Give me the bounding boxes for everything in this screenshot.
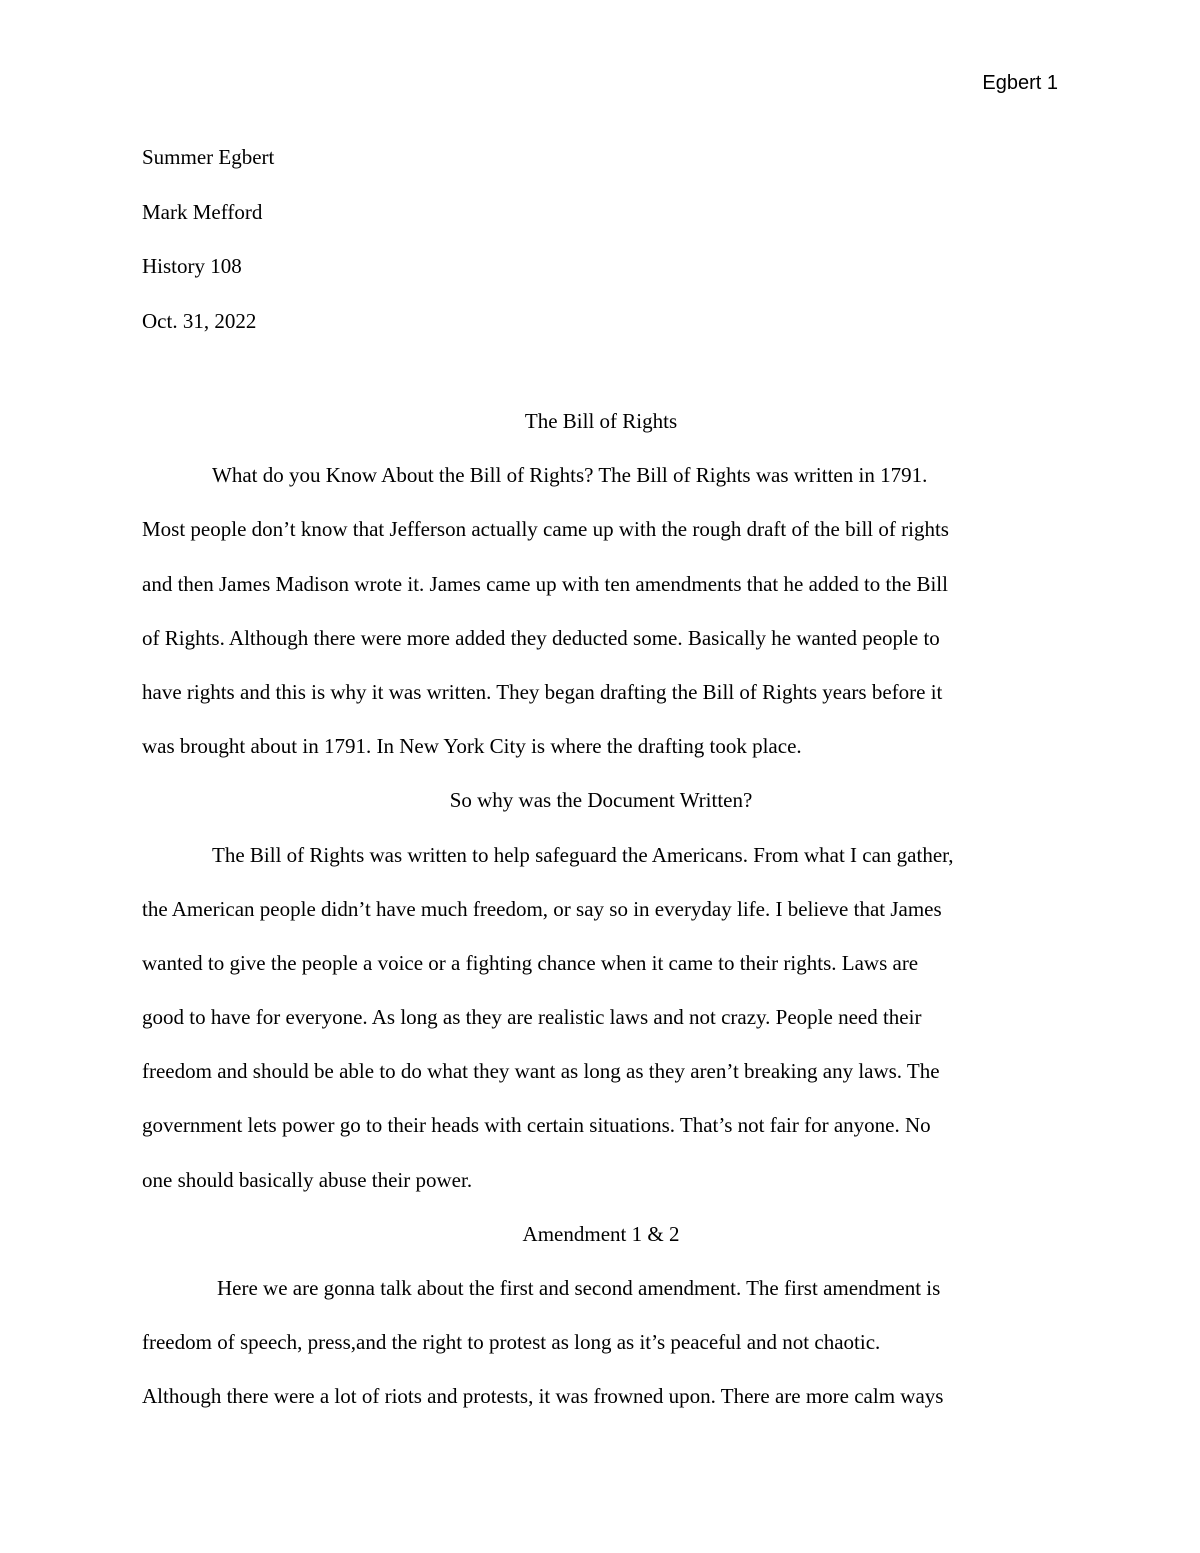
paragraph-line: Although there were a lot of riots and protests, it was frowned upon. There are more calm ways: [142, 1384, 944, 1409]
paragraph-line: was brought about in 1791. In New York City is where the drafting took place.: [142, 734, 802, 759]
paragraph-line: have rights and this is why it was written. They began drafting the Bill of Rights years before it: [142, 679, 943, 704]
instructor-name: Mark Mefford: [142, 199, 263, 224]
paragraph-line: of Rights. Although there were more added they deducted some. Basically he wanted people to: [142, 625, 940, 650]
running-head: Egbert 1: [982, 72, 1058, 94]
paragraph-line: one should basically abuse their power.: [142, 1167, 473, 1192]
course-name: History 108: [142, 254, 242, 278]
paragraph-line: Here we are gonna talk about the first and second amendment. The first amendment is: [217, 1276, 941, 1300]
paper-date: Oct. 31, 2022: [142, 308, 257, 333]
paper-title: The Bill of Rights: [524, 409, 678, 433]
section-heading: So why was the Document Written?: [449, 788, 753, 813]
student-name: Summer Egbert: [142, 145, 275, 169]
paragraph-line: What do you Know About the Bill of Rights? The Bill of Rights was written in 1791.: [212, 463, 928, 488]
paragraph-line: freedom and should be able to do what they want as long as they aren’t breaking any laws. The: [142, 1059, 940, 1084]
mla-heading: [142, 142, 274, 360]
paragraph-line: the American people didn’t have much freedom, or say so in everyday life. I believe that James: [142, 896, 942, 921]
paragraph-line: good to have for everyone. As long as they are realistic laws and not crazy. People need their: [142, 1005, 922, 1030]
paper-body: [142, 406, 1060, 1436]
section-heading: Amendment 1 & 2: [522, 1221, 680, 1246]
paragraph-line: Most people don’t know that Jefferson actually came up with the rough draft of the bill of rights: [142, 517, 949, 542]
paragraph-line: and then James Madison wrote it. James came up with ten amendments that he added to the Bill: [142, 571, 948, 596]
paragraph-line: wanted to give the people a voice or a fighting chance when it came to their rights. Laws are: [142, 950, 919, 975]
paragraph-line: The Bill of Rights was written to help safeguard the Americans. From what I can gather,: [212, 842, 954, 867]
paragraph-line: freedom of speech, press,and the right to protest as long as it’s peaceful and not chaotic.: [142, 1330, 881, 1355]
paragraph-line: government lets power go to their heads with certain situations. That’s not fair for anyone. No: [142, 1113, 931, 1138]
